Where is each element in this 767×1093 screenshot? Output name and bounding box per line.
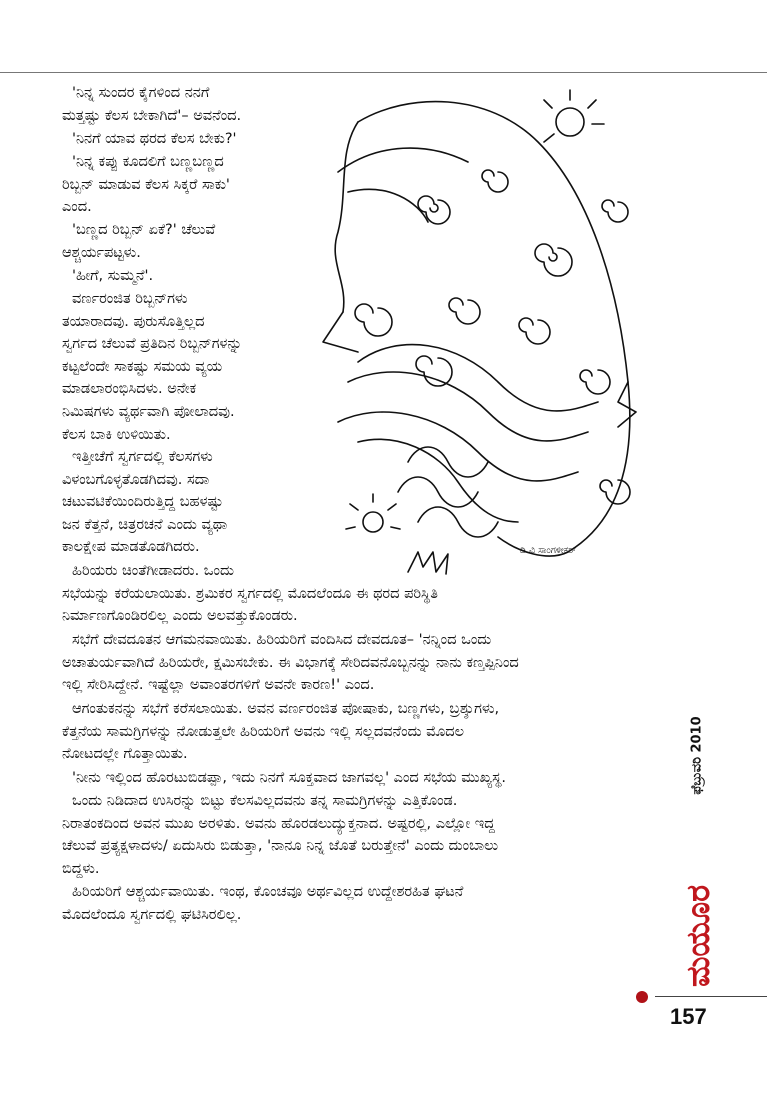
paragraph-1 (62, 82, 312, 127)
paragraph-3 (62, 151, 312, 219)
footer-rule (655, 996, 767, 997)
paragraph-11 (62, 767, 662, 790)
text-line: ಚೆಲುವೆ ಪ್ರತ್ಯಕ್ಷಳಾದಳು/ ಏದುಸಿರು ಬಿಡುತ್ತಾ, 'ನಾನೂ ನಿನ್ನ ಜೊತೆ ಬರುತ್ತೇನೆ' ಎಂದು ದುಂಬಾಲು (62, 838, 499, 855)
text-line: ಹಿರಿಯರು ಚಿಂತೆಗೀಡಾದರು. ಒಂದು (72, 563, 234, 579)
magazine-logo: ಮಯೂರ (678, 884, 717, 988)
paragraph-12 (62, 790, 662, 880)
text-line: ಕೆಲಸ ಬಾಕಿ ಉಳಿಯಿತು. (62, 426, 171, 443)
decorative-dot (636, 991, 648, 1003)
text-line: ಒಂದು ನಿಡಿದಾದ ಉಸಿರನ್ನು ಬಿಟ್ಟು ಕೆಲಸವಿಲ್ಲದವನು ತನ್ನ ಸಾಮಗ್ರಿಗಳನ್ನು ಎತ್ತಿಕೊಂಡ. (72, 793, 458, 809)
text-line: ನಿಮಿಷಗಳು ವ್ಯರ್ಥವಾಗಿ ಪೋಲಾದವು. (62, 403, 235, 420)
text-line: ಎಂದ. (62, 199, 92, 216)
sun-icon (544, 90, 604, 142)
text-line: ಚಟುವಟಿಕೆಯಿಂದಿರುತ್ತಿದ್ದ ಬಹಳಷ್ಟು (62, 494, 223, 511)
page-number: 157 (670, 1004, 707, 1029)
issue-date: ಫೆಬ್ರುವರಿ 2010 (689, 716, 705, 795)
text-line: ಕೆತ್ತನೆಯ ಸಾಮಗ್ರಿಗಳನ್ನು ನೋಡುತ್ತಲೇ ಹಿರಿಯರಿಗೆ ಅವನು ಇಲ್ಲಿ ಸಲ್ಲದವನೆಂದು ಮೊದಲ (62, 723, 465, 740)
text-line: ಸಭೆಗೆ ದೇವದೂತನ ಆಗಮನವಾಯಿತು. ಹಿರಿಯರಿಗೆ ವಂದಿಸಿದ ದೇವದೂತ– 'ನನ್ನಿಂದ ಒಂದು (72, 632, 492, 648)
paragraph-7 (62, 446, 312, 559)
text-line: ಜನ ಕೆತ್ತನೆ, ಚಿತ್ರರಚನೆ ಎಂದು ವ್ಯಥಾ (62, 516, 228, 533)
text-line: 'ನಿನ್ನ ಸುಂದರ ಕೈಗಳಿಂದ ನನಗೆ (72, 85, 210, 101)
paragraph-4 (62, 219, 312, 264)
text-line: ಬಿದ್ದಳು. (62, 860, 100, 877)
text-line: ನಿರ್ಮಾಣಗೊಂಡಿರಲಿಲ್ಲ ಎಂದು ಅಲವತ್ತುಕೊಂಡರು. (62, 608, 298, 625)
text-line: ಮತ್ತಷ್ಟು ಕೆಲಸ ಬೇಕಾಗಿದೆ'– ಅವನೆಂದ. (62, 107, 242, 124)
text-line: 'ನಿನ್ನ ಕಪ್ಪು ಕೂದಲಿಗೆ ಬಣ್ಣಬಣ್ಣದ (72, 154, 224, 170)
top-rule (0, 72, 767, 73)
text-line: ಕಟ್ಟಲೆಂದೇ ಸಾಕಷ್ಟು ಸಮಯ ವ್ಯಯ (62, 358, 223, 375)
paragraph-9 (62, 629, 662, 697)
text-line: ವಿಳಂಬಗೊಳ್ಳತೊಡಗಿದವು. ಸದಾ (62, 471, 210, 488)
text-line: ಮೊದಲೆಂದೂ ಸ್ವರ್ಗದಲ್ಲಿ ಘಟಿಸಿರಲಿಲ್ಲ. (62, 906, 242, 923)
illustration-credit: ಡಿ.ವಿ ಸಾಂಗಳೀಕರ್ (520, 545, 577, 556)
text-line: ರಿಬ್ಬನ್ ಮಾಡುವ ಕೆಲಸ ಸಿಕ್ಕರೆ ಸಾಕು' (62, 176, 230, 193)
text-line: 'ಹೀಗೆ, ಸುಮ್ಮನೆ'. (72, 268, 154, 284)
small-sun-icon (346, 494, 400, 532)
text-line: ಸ್ವರ್ಗದ ಚೆಲುವೆ ಪ್ರತಿದಿನ ರಿಬ್ಬನ್‌ಗಳನ್ನು (62, 336, 243, 353)
text-line: ತಯಾರಾದವು. ಪುರುಸೊತ್ತಿಲ್ಲದ (62, 313, 205, 330)
text-line: ಇಲ್ಲಿ ಸೇರಿಸಿದ್ದೇನೆ. ಇಷ್ಟೆಲ್ಲಾ ಅವಾಂತರಗಳಿಗೆ ಅವನೇ ಕಾರಣ!' ಎಂದ. (62, 677, 375, 694)
text-line: ಹಿರಿಯರಿಗೆ ಆಶ್ಚರ್ಯವಾಯಿತು. ಇಂಥ, ಕೊಂಚವೂ ಅರ್ಥವಿಲ್ಲದ ಉದ್ದೇಶರಹಿತ ಘಟನೆ (72, 884, 464, 900)
text-line: 'ನಿನಗೆ ಯಾವ ಥರದ ಕೆಲಸ ಬೇಕು?' (72, 131, 237, 147)
paragraph-13 (62, 881, 662, 926)
paragraph-6 (62, 288, 312, 446)
text-line: ಮಾಡಲಾರಂಭಿಸಿದಳು. ಅನೇಕ (62, 381, 197, 398)
text-line: ಅಚಾತುರ್ಯವಾಗಿದೆ ಹಿರಿಯರೇ, ಕ್ಷಮಿಸಬೇಕು. ಈ ವಿಭಾಗಕ್ಕೆ ಸೇರಿದವನೊಬ್ಬನನ್ನು ನಾನು ಕಣ್ತಪ್ಪಿನಿಂದ (62, 654, 519, 671)
text-line: ನಿರಾತಂಕದಿಂದ ಅವನ ಮುಖ ಅರಳಿತು. ಅವನು ಹೊರಡಲುದ್ಯುಕ್ತನಾದ. ಅಷ್ಟರಲ್ಲಿ, ಎಲ್ಲೋ ಇದ್ದ (62, 815, 495, 832)
paragraph-2 (62, 128, 312, 151)
text-line: ಸಭೆಯನ್ನು ಕರೆಯಲಾಯಿತು. ಶ್ರಮಿಕರ ಸ್ವರ್ಗದಲ್ಲಿ ಮೊದಲೆಂದೂ ಈ ಥರದ ಪರಿಸ್ಥಿತಿ (62, 585, 438, 602)
paragraph-5 (62, 265, 312, 288)
text-line: ಆಗಂತುಕನನ್ನು ಸಭೆಗೆ ಕರೆಸಲಾಯಿತು. ಅವನ ವರ್ಣರಂಜಿತ ಪೋಷಾಕು, ಬಣ್ಣಗಳು, ಬ್ರಶ್ಶುಗಳು, (72, 701, 500, 717)
paragraph-10 (62, 698, 662, 766)
text-line: ಇತ್ತೀಚೆಗೆ ಸ್ವರ್ಗದಲ್ಲಿ ಕೆಲಸಗಳು (72, 449, 213, 465)
text-line: ಆಶ್ಚರ್ಯಪಟ್ಟಳು. (62, 244, 141, 261)
text-line: ಕಾಲಕ್ಷೇಪ ಮಾಡತೊಡಗಿದರು. (62, 539, 200, 556)
text-line: ವರ್ಣರಂಜಿತ ರಿಬ್ಬನ್‌ಗಳು (72, 291, 188, 307)
sketch-face-illustration (318, 82, 650, 594)
text-line: 'ಬಣ್ಣದ ರಿಬ್ಬನ್ ಏಕೆ?' ಚೆಲುವೆ (72, 222, 216, 238)
text-line: ನೋಟದಲ್ಲೇ ಗೊತ್ತಾಯಿತು. (62, 746, 188, 763)
text-line: 'ನೀನು ಇಲ್ಲಿಂದ ಹೊರಟುಬಿಡಪ್ಪಾ, ಇದು ನಿನಗೆ ಸೂಕ್ತವಾದ ಜಾಗವಲ್ಲ' ಎಂದ ಸಭೆಯ ಮುಖ್ಯಸ್ಥ. (72, 770, 506, 786)
